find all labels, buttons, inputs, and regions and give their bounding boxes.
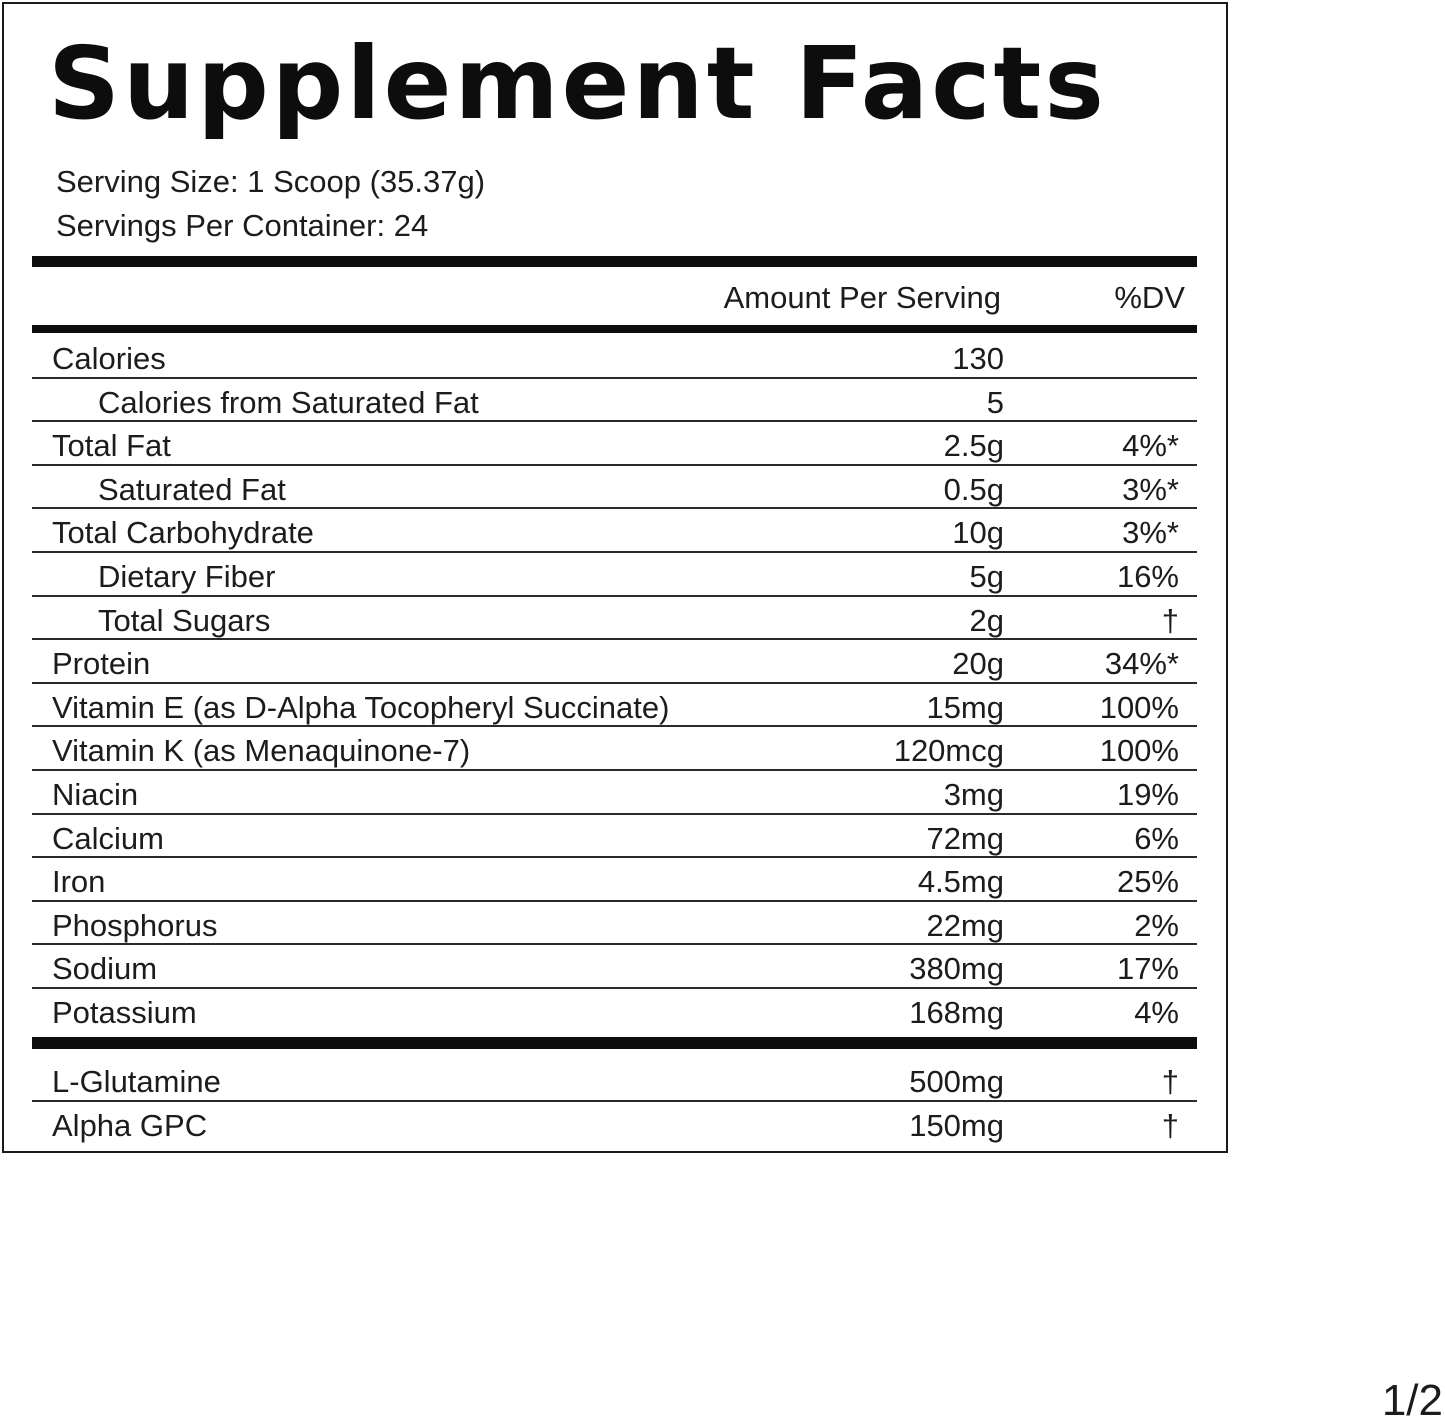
table-row [32, 727, 1197, 771]
nutrient-amount: 2g [969, 602, 1004, 638]
nutrient-dv: 16% [1116, 558, 1179, 594]
serving-size: Serving Size: 1 Scoop (35.37g) [56, 164, 486, 199]
nutrient-dv: 25% [1116, 864, 1179, 900]
nutrient-dv: 4%* [1122, 428, 1179, 464]
table-row [32, 509, 1197, 553]
ingredient-amount: 150mg [909, 1107, 1004, 1143]
nutrient-name: Calcium [52, 820, 164, 856]
nutrient-dv: 4% [1134, 994, 1179, 1030]
nutrient-name: Protein [52, 646, 151, 682]
nutrient-amount: 168mg [909, 994, 1004, 1030]
nutrient-dv: 100% [1099, 733, 1179, 769]
nutrient-name: Calories [52, 341, 166, 376]
table-row [32, 989, 1197, 1033]
other-ingredients-table [32, 1058, 1197, 1145]
ingredient-name: Alpha GPC [52, 1107, 208, 1143]
nutrient-amount: 20g [952, 646, 1004, 682]
table-row [32, 815, 1197, 859]
nutrient-amount: 3mg [943, 776, 1004, 812]
nutrient-amount: 22mg [926, 907, 1004, 943]
thick-divider-top [32, 256, 1197, 267]
nutrient-name: Total Fat [52, 428, 171, 464]
nutrient-amount: 0.5g [943, 471, 1004, 507]
page-indicator: 1/2 [1381, 1376, 1443, 1425]
nutrient-dv: 19% [1116, 776, 1179, 812]
table-row [32, 684, 1197, 728]
table-row [32, 640, 1197, 684]
nutrient-name: Vitamin K (as Menaquinone-7) [52, 733, 471, 769]
nutrient-name: Potassium [52, 994, 197, 1030]
nutrient-name: Calories from Saturated Fat [98, 384, 479, 420]
ingredient-amount: 500mg [909, 1064, 1004, 1099]
nutrient-dv: 3%* [1122, 471, 1179, 507]
nutrient-name: Total Carbohydrate [52, 515, 314, 551]
nutrient-amount: 2.5g [943, 428, 1004, 464]
thick-divider-header [32, 325, 1197, 333]
table-row [32, 1102, 1197, 1146]
nutrient-name: Dietary Fiber [98, 558, 276, 594]
table-row [32, 945, 1197, 989]
ingredient-dv: † [1161, 1064, 1179, 1099]
nutrient-name: Niacin [52, 776, 139, 812]
nutrient-dv: 100% [1099, 689, 1179, 725]
table-row [32, 422, 1197, 466]
panel-title: Supplement Facts [48, 25, 1107, 142]
nutrient-name: Iron [52, 864, 106, 900]
table-row [32, 466, 1197, 510]
nutrient-amount: 5g [969, 558, 1004, 594]
nutrient-dv: 6% [1134, 820, 1179, 856]
nutrient-dv: 17% [1116, 951, 1179, 987]
table-row [32, 771, 1197, 815]
nutrient-amount: 5 [986, 384, 1004, 420]
nutrient-dv: 2% [1134, 907, 1179, 943]
amount-column-header: Amount Per Serving [723, 280, 1001, 315]
table-row [32, 858, 1197, 902]
nutrient-amount: 130 [952, 341, 1004, 376]
ingredient-name: L-Glutamine [52, 1064, 221, 1099]
nutrient-name: Total Sugars [98, 602, 271, 638]
table-row [32, 379, 1197, 423]
nutrient-amount: 72mg [926, 820, 1004, 856]
column-header-row [32, 276, 1197, 320]
table-row [32, 597, 1197, 641]
nutrient-amount: 4.5mg [917, 864, 1004, 900]
nutrient-amount: 120mcg [893, 733, 1004, 769]
table-row [32, 553, 1197, 597]
nutrient-name: Vitamin E (as D-Alpha Tocopheryl Succinate) [52, 689, 670, 725]
nutrient-table [32, 335, 1197, 1033]
nutrient-amount: 380mg [909, 951, 1004, 987]
nutrient-name: Sodium [52, 951, 158, 987]
table-row [32, 902, 1197, 946]
nutrient-name: Phosphorus [52, 907, 218, 943]
nutrient-dv: † [1161, 602, 1179, 638]
nutrient-amount: 10g [952, 515, 1004, 551]
table-row [32, 335, 1197, 379]
nutrient-dv: 3%* [1122, 515, 1179, 551]
dv-column-header: %DV [1114, 280, 1185, 315]
nutrient-name: Saturated Fat [98, 471, 286, 507]
table-row [32, 1058, 1197, 1102]
thick-divider-other-ingredients [32, 1037, 1197, 1049]
nutrient-amount: 15mg [926, 689, 1004, 725]
nutrient-dv: 34%* [1104, 646, 1179, 682]
ingredient-dv: † [1161, 1107, 1179, 1143]
servings-per-container: Servings Per Container: 24 [56, 208, 429, 243]
